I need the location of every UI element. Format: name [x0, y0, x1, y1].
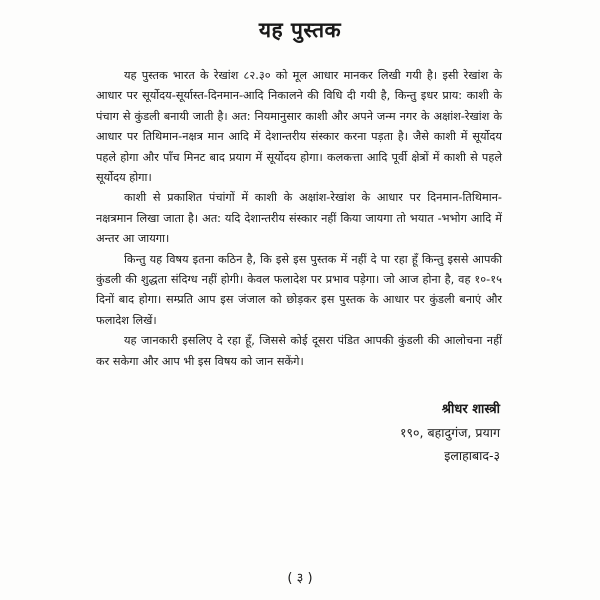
paragraph-4: यह जानकारी इसलिए दे रहा हूँ, जिससे कोई दूसरा पंडित आपकी कुंडली की आलोचना नहीं कर सकेगा और आप भी इस विषय को जान सकेंगे।	[96, 334, 502, 368]
body-text	[96, 66, 502, 372]
signature-block	[400, 398, 500, 467]
paragraph-3: किन्तु यह विषय इतना कठिन है, कि इसे इस पुस्तक में नहीं दे पा रहा हूँ किन्तु इससे आपकी कुंडली की शुद्धता संदिग्ध नहीं होगी। केवल फलादेश पर प्रभाव पड़ेगा। जो आज होना है, वह १०-१५ दिनों बाद होगा। सम्प्रति आप इस जंजाल को छोड़कर इस पुस्तक के आधार पर कुंडली बनाएं और फलादेश लिखें।	[96, 252, 502, 327]
author-address-line-2: इलाहाबाद-३	[444, 448, 500, 463]
author-name: श्रीधर शास्त्री	[441, 402, 500, 417]
page-title: यह पुस्तक	[258, 18, 342, 42]
page-number: ( ३ )	[287, 571, 313, 586]
author-address-line-1: १९०, बहादुगंज, प्रयाग	[400, 425, 500, 440]
paragraph-1: यह पुस्तक भारत के रेखांश ८२.३० को मूल आधार मानकर लिखी गयी है। इसी रेखांश के आधार पर सूर्योदय-सूर्यास्त-दिनमान-आदि निकालने की विधि दी गयी है, किन्तु इधर प्राय: काशी के पंचाग से कुंडली बनायी जाती है। अत: नियमानुसार काशी और अपने जन्म नगर के अक्षांश-रेखांश के आधार पर तिथिमान-नक्षत्र मान आदि में देशान्तरीय संस्कार करना पड़ता है। जैसे काशी में सूर्योदय पहले होगा और पाँच मिनट बाद प्रयाग में सूर्योदय होगा। कलकत्ता आदि पूर्वी क्षेत्रों में काशी से पहले सूर्योदय होगा।	[96, 69, 502, 185]
paragraph-2: काशी से प्रकाशित पंचांगों में काशी के अक्षांश-रेखांश के आधार पर दिनमान-तिथिमान-नक्षत्रमान लिखा जाता है। अत: यदि देशान्तरीय संस्कार नहीं किया जायगा तो भयात -भभोग आदि में अन्तर आ जायगा।	[96, 191, 502, 246]
